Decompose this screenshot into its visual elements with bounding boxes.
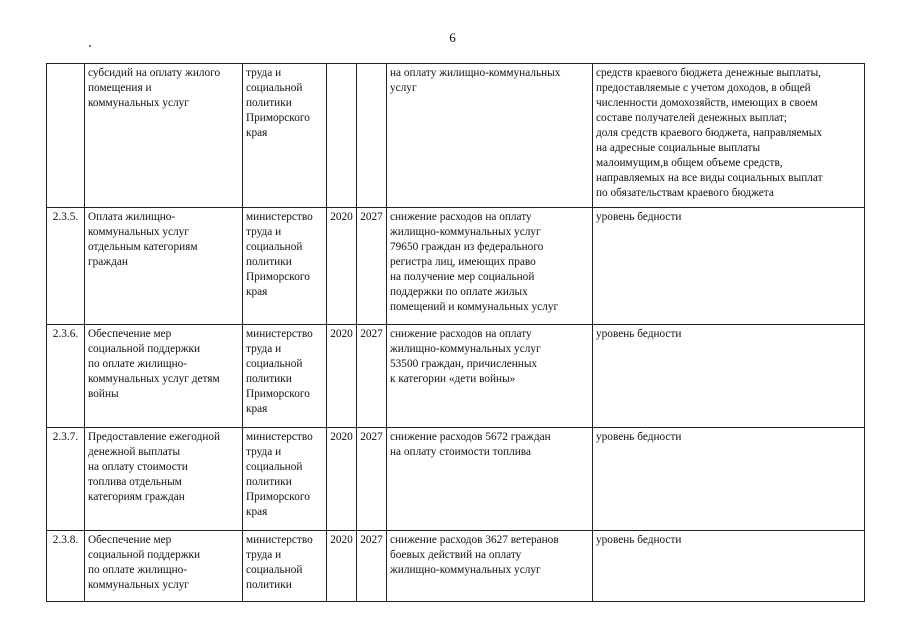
executor-line: труда и [246, 549, 282, 561]
table-row [47, 325, 865, 428]
name-line: Обеспечение мер [88, 534, 172, 546]
executor-line: политики [246, 97, 292, 109]
name-line: на оплату стоимости [88, 461, 188, 473]
table-row [47, 428, 865, 531]
name-line: войны [88, 388, 119, 400]
measure-name-cell [85, 428, 243, 531]
executor-line: министерство [246, 431, 313, 443]
executor-line: политики [246, 579, 292, 591]
name-line: коммунальных услуг детям [88, 373, 220, 385]
indicator-cell [593, 64, 865, 208]
result-line: 53500 граждан, причисленных [390, 358, 538, 370]
result-line: жилищно-коммунальных услуг [390, 564, 541, 576]
end-year: 2027 [360, 328, 383, 340]
measures-table [46, 63, 865, 602]
executor-line: политики [246, 256, 292, 268]
result-line: снижение расходов 5672 граждан [390, 431, 551, 443]
name-line: Обеспечение мер [88, 328, 172, 340]
result-line: снижение расходов на оплату [390, 211, 532, 223]
executor-line: министерство [246, 211, 313, 223]
name-line: категориям граждан [88, 491, 185, 503]
measure-name-cell [85, 208, 243, 325]
result-line: снижение расходов на оплату [390, 328, 532, 340]
indicator-cell [593, 531, 865, 602]
start-year-cell [327, 208, 357, 325]
page-number: 6 [449, 30, 456, 45]
indicator-line: по обязательствам краевого бюджета [596, 187, 774, 199]
start-year: 2020 [330, 211, 353, 223]
name-line: Предоставление ежегодной [88, 431, 221, 443]
executor-cell [243, 531, 327, 602]
name-line: коммунальных услуг [88, 579, 189, 591]
row-number: 2.3.6. [52, 328, 79, 340]
executor-line: края [246, 127, 268, 139]
result-line: 79650 граждан из федерального [390, 241, 544, 253]
expected-result-cell [387, 428, 593, 531]
indicator-cell [593, 208, 865, 325]
start-year: 2020 [330, 328, 353, 340]
name-line: коммунальных услуг [88, 97, 189, 109]
result-line: к категории «дети войны» [390, 373, 516, 385]
executor-line: Приморского [246, 491, 310, 503]
result-line: помещений и коммунальных услуг [390, 301, 559, 313]
executor-line: министерство [246, 328, 313, 340]
indicator-line: уровень бедности [596, 534, 682, 546]
executor-line: края [246, 506, 268, 518]
indicator-line: уровень бедности [596, 431, 682, 443]
start-year-cell [327, 325, 357, 428]
end-year: 2027 [360, 431, 383, 443]
end-year: 2027 [360, 534, 383, 546]
start-year: 2020 [330, 431, 353, 443]
name-line: по оплате жилищно- [88, 358, 188, 370]
end-year-cell [357, 428, 387, 531]
name-line: субсидий на оплату жилого [88, 67, 221, 79]
executor-line: Приморского [246, 112, 310, 124]
executor-line: социальной [246, 564, 303, 576]
indicator-cell [593, 428, 865, 531]
indicator-line: направляемых на все виды социальных выплат [596, 172, 823, 184]
result-line: жилищно-коммунальных услуг [390, 226, 541, 238]
row-number: 2.3.8. [52, 534, 79, 546]
executor-cell [243, 325, 327, 428]
row-number-cell [47, 531, 85, 602]
expected-result-cell [387, 64, 593, 208]
start-year-cell [327, 64, 357, 208]
end-year: 2027 [360, 211, 383, 223]
expected-result-cell [387, 208, 593, 325]
executor-line: края [246, 403, 268, 415]
result-line: снижение расходов 3627 ветеранов [390, 534, 559, 546]
result-line: боевых действий на оплату [390, 549, 522, 561]
result-line: регистра лиц, имеющих право [390, 256, 536, 268]
executor-line: труда и [246, 446, 282, 458]
end-year-cell [357, 325, 387, 428]
measure-name-cell [85, 64, 243, 208]
measure-name-cell [85, 325, 243, 428]
end-year-cell [357, 531, 387, 602]
name-line: социальной поддержки [88, 343, 201, 355]
result-line: услуг [390, 82, 417, 94]
name-line: топлива отдельным [88, 476, 182, 488]
executor-line: социальной [246, 461, 303, 473]
measure-name-cell [85, 531, 243, 602]
name-line: помещения и [88, 82, 152, 94]
start-year-cell [327, 531, 357, 602]
executor-line: Приморского [246, 388, 310, 400]
name-line: отдельным категориям [88, 241, 198, 253]
table-row [47, 531, 865, 602]
executor-line: труда и [246, 226, 282, 238]
name-line: граждан [88, 256, 128, 268]
executor-cell [243, 208, 327, 325]
executor-line: края [246, 286, 268, 298]
row-number-cell [47, 64, 85, 208]
executor-cell [243, 64, 327, 208]
result-line: поддержки по оплате жилых [390, 286, 528, 298]
expected-result-cell [387, 325, 593, 428]
result-line: на оплату стоимости топлива [390, 446, 531, 458]
row-number-cell [47, 325, 85, 428]
table-row [47, 208, 865, 325]
executor-line: труда и [246, 343, 282, 355]
result-line: на оплату жилищно-коммунальных [390, 67, 561, 79]
result-line: на получение мер социальной [390, 271, 535, 283]
executor-line: политики [246, 373, 292, 385]
name-line: денежной выплаты [88, 446, 181, 458]
indicator-line: средств краевого бюджета денежные выплаты, [596, 67, 822, 79]
row-number-cell [47, 208, 85, 325]
row-number: 2.3.7. [52, 431, 79, 443]
executor-line: политики [246, 476, 292, 488]
end-year-cell [357, 208, 387, 325]
indicator-line: предоставляемые с учетом доходов, в общей [596, 82, 811, 94]
executor-line: социальной [246, 241, 303, 253]
indicator-cell [593, 325, 865, 428]
name-line: по оплате жилищно- [88, 564, 188, 576]
name-line: социальной поддержки [88, 549, 201, 561]
expected-result-cell [387, 531, 593, 602]
table-body [47, 64, 865, 602]
start-year-cell [327, 428, 357, 531]
name-line: Оплата жилищно- [88, 211, 176, 223]
indicator-line: уровень бедности [596, 211, 682, 223]
scan-speck [89, 45, 91, 47]
indicator-line: уровень бедности [596, 328, 682, 340]
indicator-line: на адресные социальные выплаты [596, 142, 761, 154]
result-line: жилищно-коммунальных услуг [390, 343, 541, 355]
indicator-line: численности домохозяйств, имеющих в своем [596, 97, 818, 109]
start-year: 2020 [330, 534, 353, 546]
row-number-cell [47, 428, 85, 531]
row-number: 2.3.5. [52, 211, 79, 223]
executor-cell [243, 428, 327, 531]
executor-line: Приморского [246, 271, 310, 283]
indicator-line: доля средств краевого бюджета, направляемых [596, 127, 822, 139]
executor-line: социальной [246, 358, 303, 370]
executor-line: министерство [246, 534, 313, 546]
indicator-line: составе получателей денежных выплат; [596, 112, 787, 124]
executor-line: труда и [246, 67, 282, 79]
end-year-cell [357, 64, 387, 208]
table-row [47, 64, 865, 208]
name-line: коммунальных услуг [88, 226, 189, 238]
indicator-line: малоимущим,в общем объеме средств, [596, 157, 783, 169]
executor-line: социальной [246, 82, 303, 94]
